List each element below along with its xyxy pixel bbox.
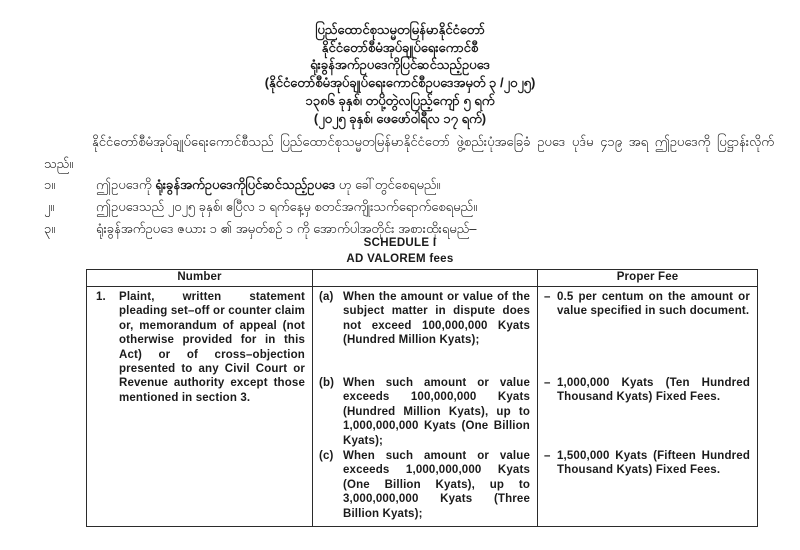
heading-state-name: ပြည်ထောင်စုသမ္မတမြန်မာနိုင်ငံတော် xyxy=(315,22,485,37)
schedule-subtitle: AD VALOREM fees xyxy=(346,252,454,265)
item-3-number: ၃။ xyxy=(44,221,56,236)
heading-council-name: နိုင်ငံတော်စီမံအုပ်ချုပ်ရေးကောင်စီ xyxy=(321,39,479,55)
law-item-2 xyxy=(44,196,776,218)
fee-b: – 1,000,000 Kyats (Ten Hundred Thousand Kyats) Fixed Fees. xyxy=(544,377,750,404)
cell-proper-fees xyxy=(538,287,758,527)
column-header-number: Number xyxy=(87,270,313,287)
condition-a: (a) When the amount or value of the subject matter in dispute does not exceed 100,000,000 Kyats (Hundred Million Kyats); xyxy=(319,291,530,347)
heading-law-number: (နိုင်ငံတော်စီမံအုပ်ချုပ်ရေးကောင်စီဥပဒေအမှတ် ၃ /၂၀၂၅) xyxy=(264,75,536,91)
law-item-1 xyxy=(44,174,776,196)
fee-a: – 0.5 per centum on the amount or value specified in such document. xyxy=(544,291,750,318)
table-header-row xyxy=(87,270,758,287)
heading-myanmar-date: ၁၃၈၆ ခုနှစ်၊ တပို့တွဲလပြည့်ကျော် ၅ ရက် xyxy=(305,92,495,108)
condition-b: (b) When such amount or value exceeds 100,000,000 Kyats (Hundred Million Kyats), up to 1,000,000,000 Kyats (One Billion Kyats); xyxy=(319,377,530,447)
fee-c: – 1,500,000 Kyats (Fifteen Hundred Thousand Kyats) Fixed Fees. xyxy=(544,450,750,477)
table-row xyxy=(87,287,758,527)
row-description: Plaint, written statement pleading set–off or counter claim or, memorandum of appeal (not otherwise provided for in this Act) or of cross–objection presented to any Civil Court or Revenue authority except those mentioned in section 3. xyxy=(119,291,305,404)
condition-c: (c) When such amount or value exceeds 1,000,000,000 Kyats (One Billion Kyats), up to 3,000,000,000 Kyats (Three Billion Kyats); xyxy=(319,450,530,520)
cell-conditions xyxy=(313,287,538,527)
column-header-middle xyxy=(313,270,538,287)
column-header-proper-fee: Proper Fee xyxy=(538,270,758,287)
item-3-text: ရုံးခွန်အက်ဥပဒေ ဇယား ၁ ၏ အမှတ်စဉ် ၁ ကို အောက်ပါအတိုင်း အစားထိုးရမည်– xyxy=(96,221,477,236)
document-header xyxy=(0,21,800,130)
row-number: 1. xyxy=(96,291,106,303)
heading-law-title: ရုံးခွန်အက်ဥပဒေကိုပြင်ဆင်သည့်ဥပဒေ xyxy=(310,57,490,73)
cell-item-description xyxy=(87,287,313,527)
schedule-heading xyxy=(0,236,800,267)
preamble-paragraph: နိုင်ငံတော်စီမံအုပ်ချုပ်ရေးကောင်စီသည် ပြည်ထောင်စုသမ္မတမြန်မာနိုင်ငံတော် ဖွဲ့စည်းပုံအခြေခံ ဥပဒေ ပုဒ်မ ၄၁၉ အရ ဤဥပဒေကို ပြဋ္ဌာန်းလိုက်သည်။ xyxy=(44,134,774,171)
item-1-text: ဤဥပဒေကို ရုံးခွန်အက်ဥပဒေကိုပြင်ဆင်သည့်ဥပဒေ ဟု ခေါ်တွင်စေရမည်။ xyxy=(96,177,441,192)
item-1-number: ၁။ xyxy=(44,177,56,192)
item-2-text: ဤဥပဒေသည် ၂၀၂၅ ခုနှစ်၊ ဧပြီလ ၁ ရက်နေ့မှ စတင်အကျိုးသက်ရောက်စေရမည်။ xyxy=(96,199,478,214)
law-name-bold: ရုံးခွန်အက်ဥပဒေကိုပြင်ဆင်သည့်ဥပဒေ xyxy=(155,177,336,192)
heading-gregorian-date: (၂၀၂၅ ခုနှစ်၊ ဖေဖော်ဝါရီလ ၁၇ ရက်) xyxy=(313,110,487,126)
item-2-number: ၂။ xyxy=(44,199,55,214)
schedule-title: SCHEDULE I xyxy=(363,237,437,249)
fees-table xyxy=(86,269,758,527)
